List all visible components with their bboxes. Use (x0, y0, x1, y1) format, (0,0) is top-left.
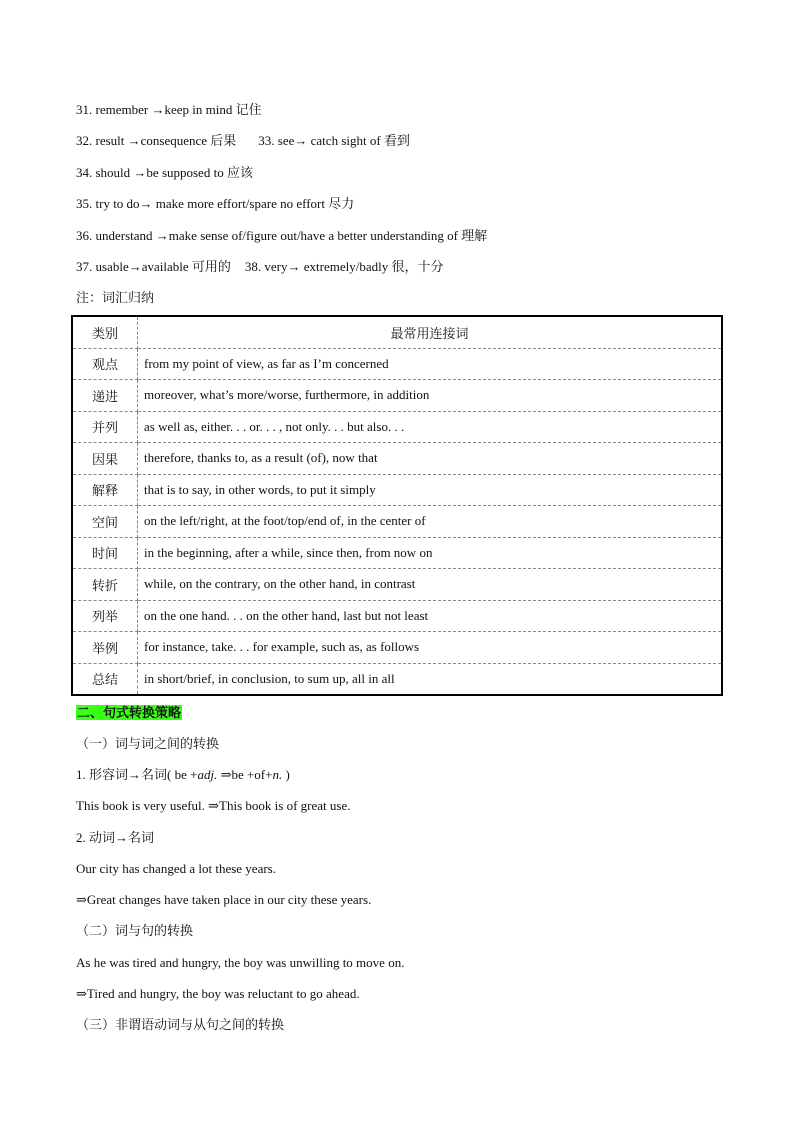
example-2b: ⇒Great changes have taken place in our city these years. (76, 892, 372, 907)
vocab-line-37-38: 37. usable→available 可用的 38. very→ extremely/badly 很，十分 (76, 259, 444, 274)
table-row (72, 474, 722, 506)
example-2a: Our city has changed a lot these years. (76, 861, 276, 876)
note-label: 注：词汇归纳 (76, 290, 155, 305)
table-row (72, 411, 722, 443)
row-words: as well as, either. . . or. . . , not only. . . but also. . . (138, 411, 723, 443)
item-1: 1. 形容词→名词( be +adj. ⇒be +of+n. ) (76, 767, 290, 782)
vocab-line-36: 36. understand →make sense of/figure out/have a better understanding of 理解 (76, 228, 488, 243)
example-3a: As he was tired and hungry, the boy was unwilling to move on. (76, 955, 405, 970)
vocab-line-31: 31. remember →keep in mind 记住 (76, 102, 262, 117)
row-category: 解释 (72, 474, 138, 506)
row-words: on the left/right, at the foot/top/end of, in the center of (138, 506, 723, 538)
row-category: 观点 (72, 348, 138, 380)
table-row (72, 600, 722, 632)
row-category: 因果 (72, 443, 138, 475)
subsection-2: （二）词与句的转换 (76, 923, 194, 938)
row-category: 并列 (72, 411, 138, 443)
row-words: on the one hand. . . on the other hand, last but not least (138, 600, 723, 632)
table-row (72, 443, 722, 475)
example-1: This book is very useful. ⇒This book is of great use. (76, 798, 351, 813)
table-row (72, 663, 722, 695)
table-row (72, 569, 722, 601)
table-row (72, 380, 722, 412)
row-category: 总结 (72, 663, 138, 695)
table-row (72, 506, 722, 538)
row-category: 列举 (72, 600, 138, 632)
connectives-table (71, 315, 723, 696)
row-words: while, on the contrary, on the other hand, in contrast (138, 569, 723, 601)
table-row (72, 632, 722, 664)
subsection-1: （一）词与词之间的转换 (76, 736, 220, 751)
row-category: 举例 (72, 632, 138, 664)
section2-title-line (76, 704, 182, 722)
table-row (72, 348, 722, 380)
vocab-line-34: 34. should →be supposed to 应该 (76, 165, 253, 180)
row-words: from my point of view, as far as I’m concerned (138, 348, 723, 380)
row-words: therefore, thanks to, as a result (of), now that (138, 443, 723, 475)
item-2: 2. 动词→名词 (76, 830, 155, 845)
row-words: that is to say, in other words, to put it simply (138, 474, 723, 506)
header-words: 最常用连接词 (138, 316, 723, 348)
row-category: 空间 (72, 506, 138, 538)
example-3b: ⇒Tired and hungry, the boy was reluctant to go ahead. (76, 986, 360, 1001)
row-words: in short/brief, in conclusion, to sum up, all in all (144, 670, 395, 686)
table-header-row (72, 316, 722, 348)
section2-title: 二、句式转换策略 (77, 705, 182, 720)
vocab-line-35: 35. try to do→ make more effort/spare no effort 尽力 (76, 196, 355, 211)
row-words: for instance, take. . . for example, such as, as follows (138, 632, 723, 664)
row-category: 时间 (72, 537, 138, 569)
vocab-line-32-33: 32. result →consequence 后果 33. see→ catch sight of 看到 (76, 133, 410, 148)
row-category: 转折 (72, 569, 138, 601)
header-category: 类别 (72, 316, 138, 348)
table-row (72, 537, 722, 569)
row-words: moreover, what’s more/worse, furthermore, in addition (138, 380, 723, 412)
row-category: 递进 (72, 380, 138, 412)
subsection-3: （三）非谓语动词与从句之间的转换 (76, 1017, 285, 1032)
row-words: in the beginning, after a while, since then, from now on (138, 537, 723, 569)
